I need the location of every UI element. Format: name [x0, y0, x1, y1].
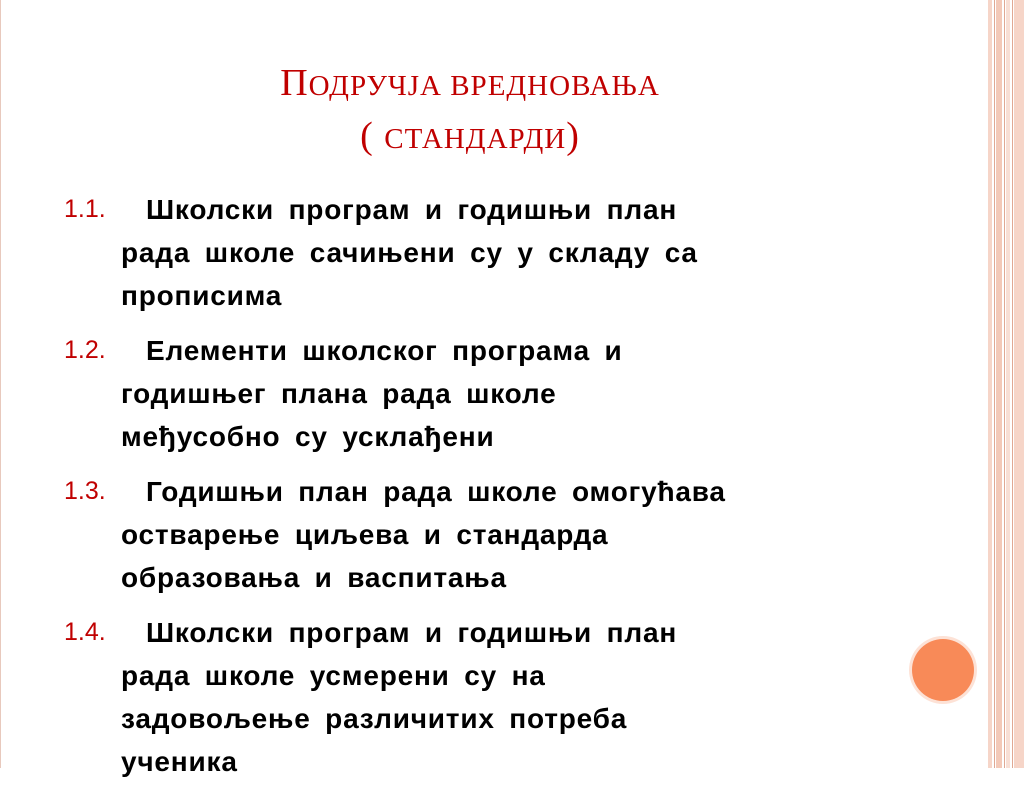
- title-close-paren: ): [566, 115, 580, 157]
- item-text: [121, 329, 944, 458]
- decorative-line: [994, 0, 995, 768]
- list-item: [64, 470, 944, 599]
- decorative-line: [1012, 0, 1013, 768]
- decorative-line: [1004, 0, 1005, 768]
- item-number: 1.4.: [64, 618, 106, 646]
- item-line: Годишњи план рада школе омогућава: [146, 476, 726, 507]
- item-line: Школски програм и годишњи план: [146, 194, 678, 225]
- item-number: 1.1.: [64, 195, 106, 223]
- item-line: прописима: [121, 280, 283, 311]
- decorative-stripe: [996, 0, 1002, 768]
- item-line: ученика: [121, 746, 238, 777]
- slide-title: [0, 58, 940, 164]
- title-line-1: [0, 58, 940, 111]
- item-line: образовања и васпитања: [121, 562, 507, 593]
- item-line: годишњег плана рада школе: [121, 378, 557, 409]
- list-item: [64, 329, 944, 458]
- list-item: [64, 611, 944, 783]
- item-text: [121, 611, 944, 783]
- standards-list: [64, 188, 944, 795]
- item-text: [121, 188, 944, 317]
- list-item: [64, 188, 944, 317]
- item-number: 1.3.: [64, 477, 106, 505]
- item-line: рада школе сачињени су у складу са: [121, 237, 698, 268]
- item-line: задовољење различитих потреба: [121, 703, 628, 734]
- title-open-paren: (: [360, 115, 385, 157]
- item-text: [121, 470, 944, 599]
- decorative-stripe: [1014, 0, 1024, 768]
- item-line: Школски програм и годишњи план: [146, 617, 678, 648]
- item-line: међусобно су усклађени: [121, 421, 495, 452]
- item-line: Елементи школског програма и: [146, 335, 623, 366]
- decorative-orb-icon: [912, 639, 974, 701]
- decorative-stripe: [988, 0, 992, 768]
- title-line-2: [0, 111, 940, 164]
- title-line-2-text: СТАНДАРДИ: [384, 123, 567, 155]
- decorative-stripe: [1006, 0, 1010, 768]
- item-line: рада школе усмерени су на: [121, 660, 546, 691]
- item-number: 1.2.: [64, 336, 106, 364]
- title-line-1-text: ОДРУЧЈА ВРЕДНОВАЊА: [308, 70, 660, 102]
- title-initial: П: [280, 62, 309, 104]
- item-line: остварење циљева и стандарда: [121, 519, 609, 550]
